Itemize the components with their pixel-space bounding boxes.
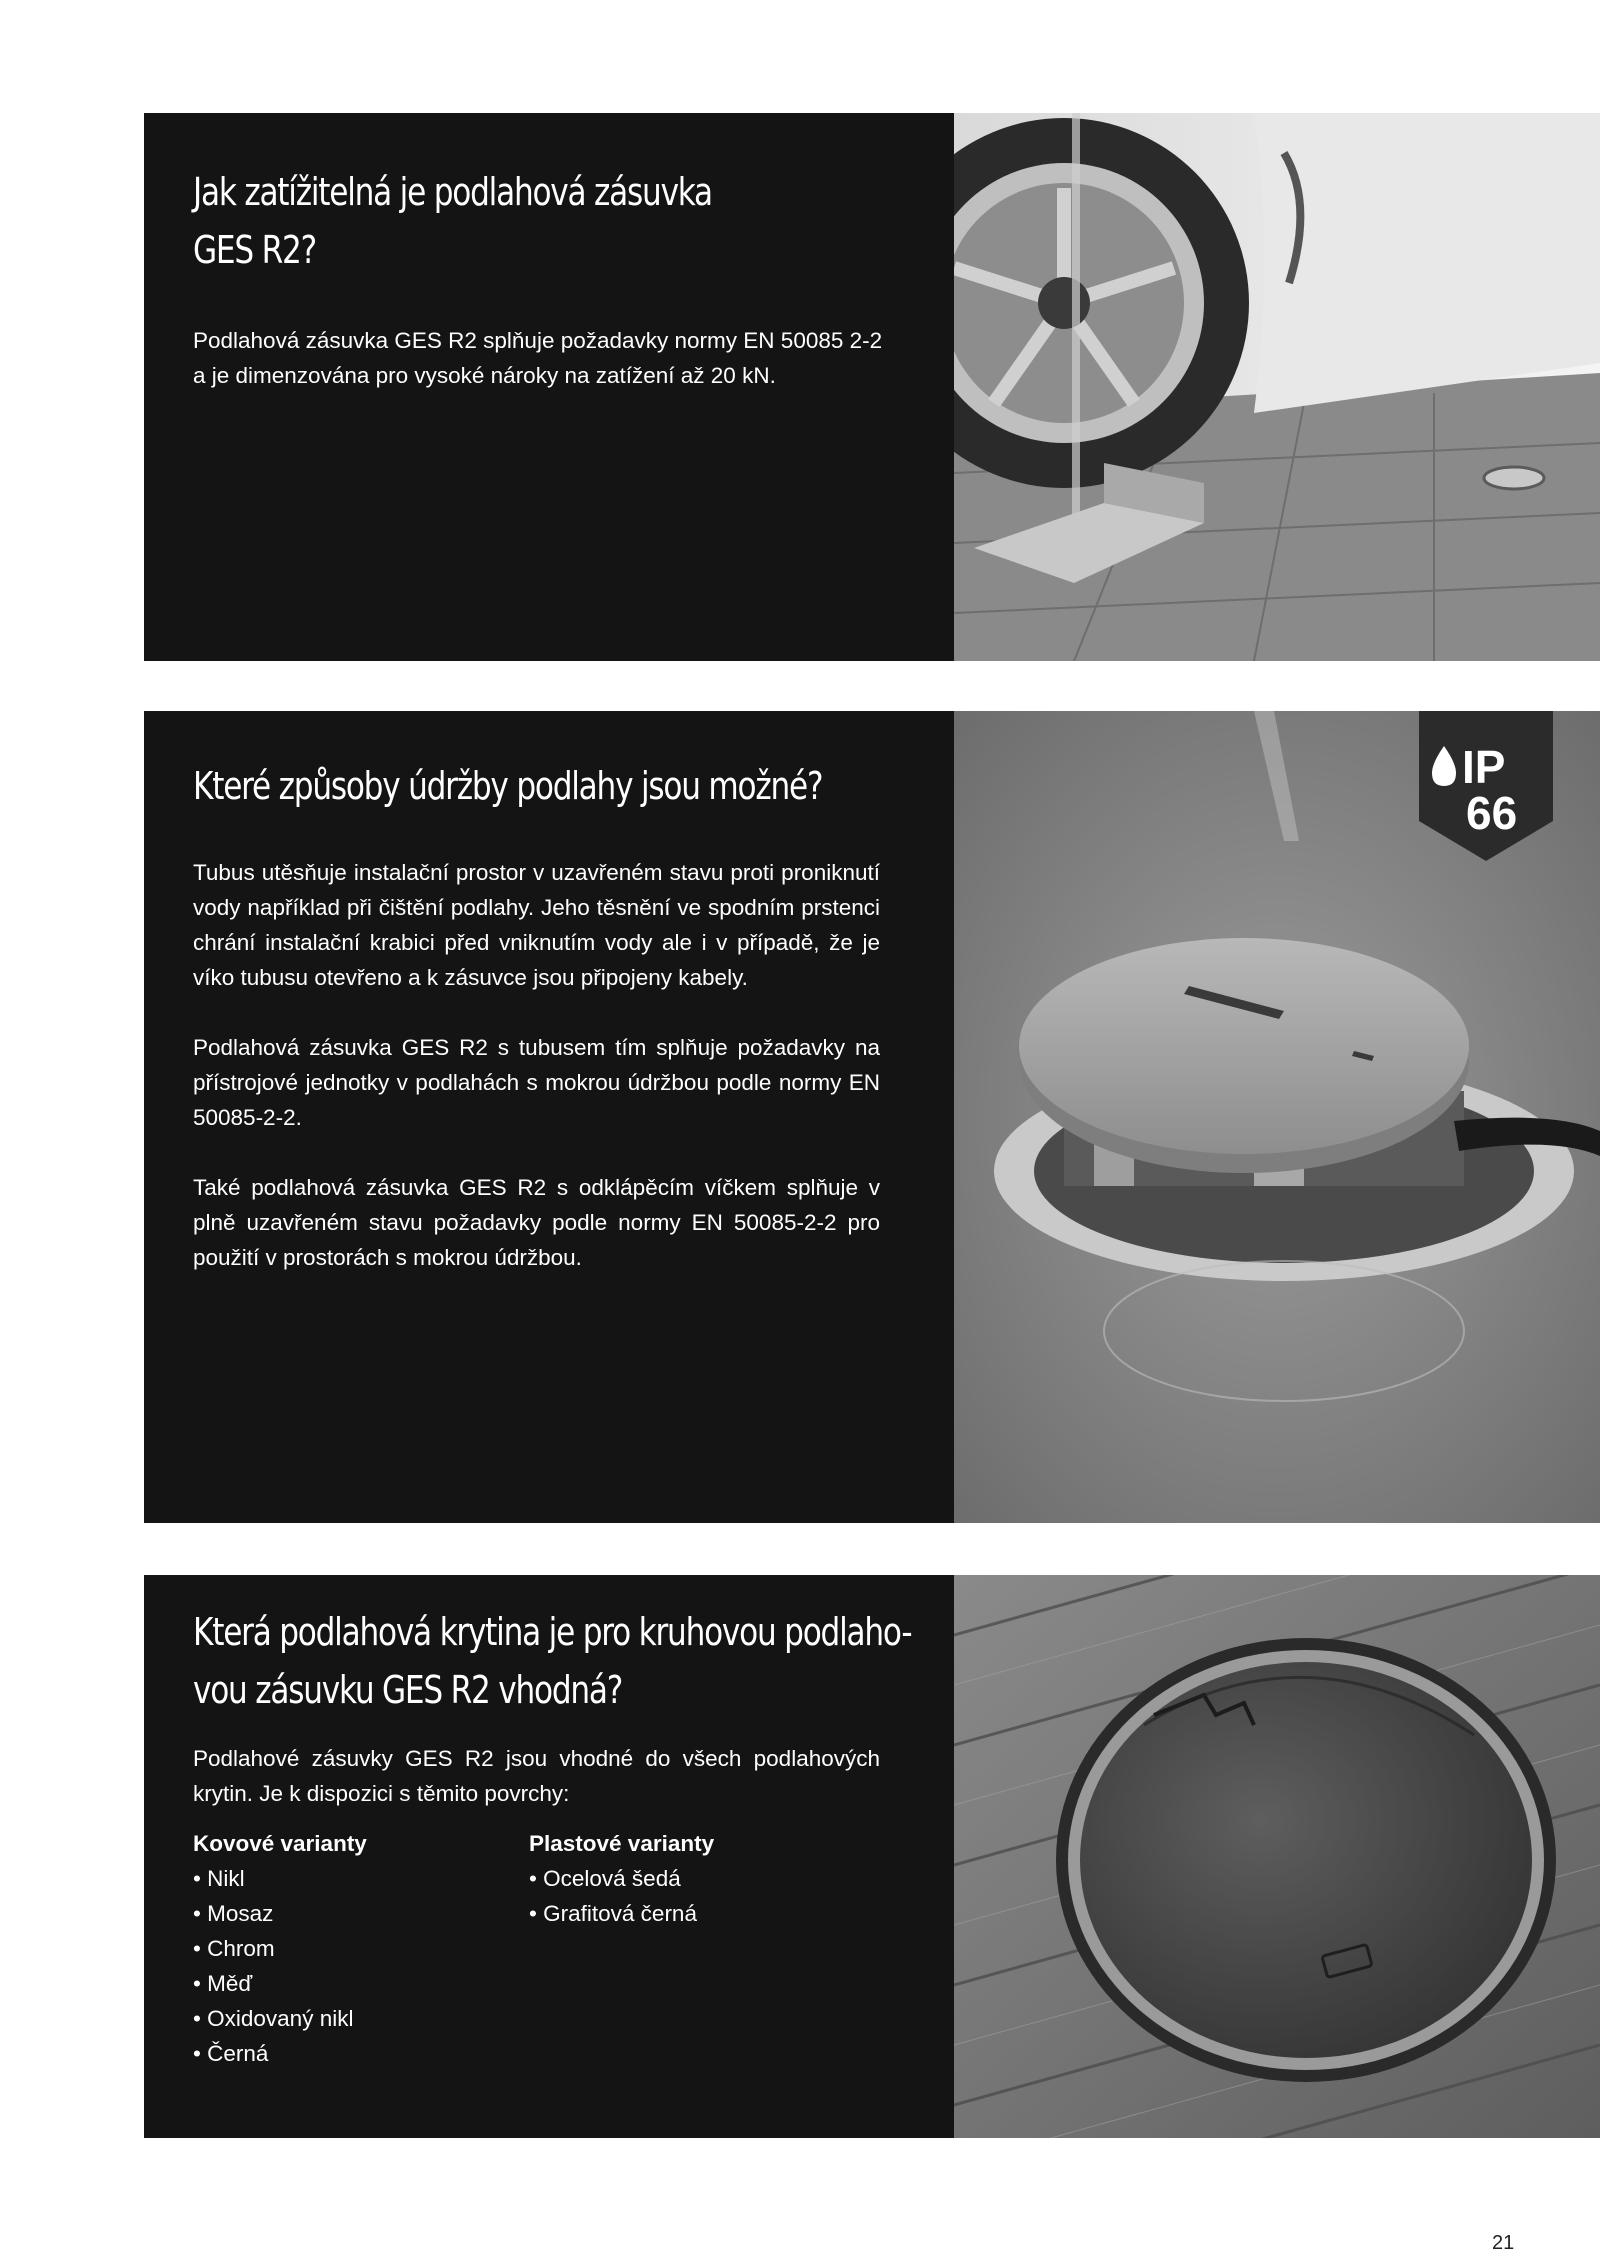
plastic-variants bbox=[529, 1826, 714, 1931]
section-text bbox=[144, 1575, 954, 2138]
section-paragraph: Tubus utěsňuje instalační prostor v uzavřeném stavu proti proniknutí vody například při čištění podlahy. Jeho těsnění ve spodním prstenci chrání instalační krabici před vniknutím vody ale i v případě, že je víko tubusu otevřeno a k zásuvce jsou připojeny kabely. bbox=[193, 860, 880, 990]
svg-text:66: 66 bbox=[1466, 787, 1518, 839]
section-title: Které způsoby údržby podlahy jsou možné? bbox=[193, 764, 823, 808]
list-item: • Oxidovaný nikl bbox=[193, 2001, 367, 2036]
list-item: • Ocelová šedá bbox=[529, 1861, 714, 1896]
list-item: • Nikl bbox=[193, 1861, 367, 1896]
section-paragraph: Také podlahová zásuvka GES R2 s odklápěcím víčkem splňuje v plně uzavřeném stavu požadavky podle normy EN 50085-2-2 pro použití v prostorách s mokrou údržbou. bbox=[193, 1175, 880, 1270]
section-floor-covering bbox=[144, 1575, 1600, 2138]
metal-variants bbox=[193, 1826, 367, 2071]
page-number: 21 bbox=[1492, 2232, 1515, 2254]
section-paragraph: Podlahové zásuvky GES R2 jsou vhodné do všech podlahových krytin. Je k dispozici s těmito povrchy: bbox=[193, 1746, 880, 1806]
metal-variants-list bbox=[193, 1861, 367, 2071]
list-item: • Chrom bbox=[193, 1931, 367, 1966]
floor-socket-tubus-photo bbox=[954, 711, 1600, 1523]
car-wheel-photo bbox=[954, 113, 1600, 661]
section-floor-maintenance bbox=[144, 711, 1600, 1523]
section-title: Jak zatížitelná je podlahová zásuvka GES R2? bbox=[193, 170, 712, 272]
section-title: Která podlahová krytina je pro kruhovou podlaho- vou zásuvku GES R2 vhodná? bbox=[193, 1610, 912, 1712]
list-item: • Grafitová černá bbox=[529, 1896, 714, 1931]
list-item: • Měď bbox=[193, 1966, 367, 2001]
section-paragraph: Podlahová zásuvka GES R2 splňuje požadavky normy EN 50085 2-2 a je dimenzována pro vysoké nároky na zatížení až 20 kN. bbox=[193, 328, 883, 388]
section-text bbox=[144, 711, 954, 1523]
metal-variants-heading: Kovové varianty bbox=[193, 1831, 367, 1856]
list-item: • Mosaz bbox=[193, 1896, 367, 1931]
plastic-variants-heading: Plastové varianty bbox=[529, 1831, 715, 1856]
svg-text:IP: IP bbox=[1462, 741, 1506, 793]
list-item: • Černá bbox=[193, 2036, 367, 2071]
variant-columns bbox=[193, 1826, 880, 2066]
section-paragraph: Podlahová zásuvka GES R2 s tubusem tím splňuje požadavky na přístrojové jednotky v podlahách s mokrou údržbou podle normy EN 50085-2-2. bbox=[193, 1035, 880, 1130]
section-text bbox=[144, 113, 954, 661]
section-load-capacity bbox=[144, 113, 1600, 661]
plastic-variants-list bbox=[529, 1861, 714, 1931]
floor-socket-flip-lid-photo bbox=[954, 1575, 1600, 2138]
